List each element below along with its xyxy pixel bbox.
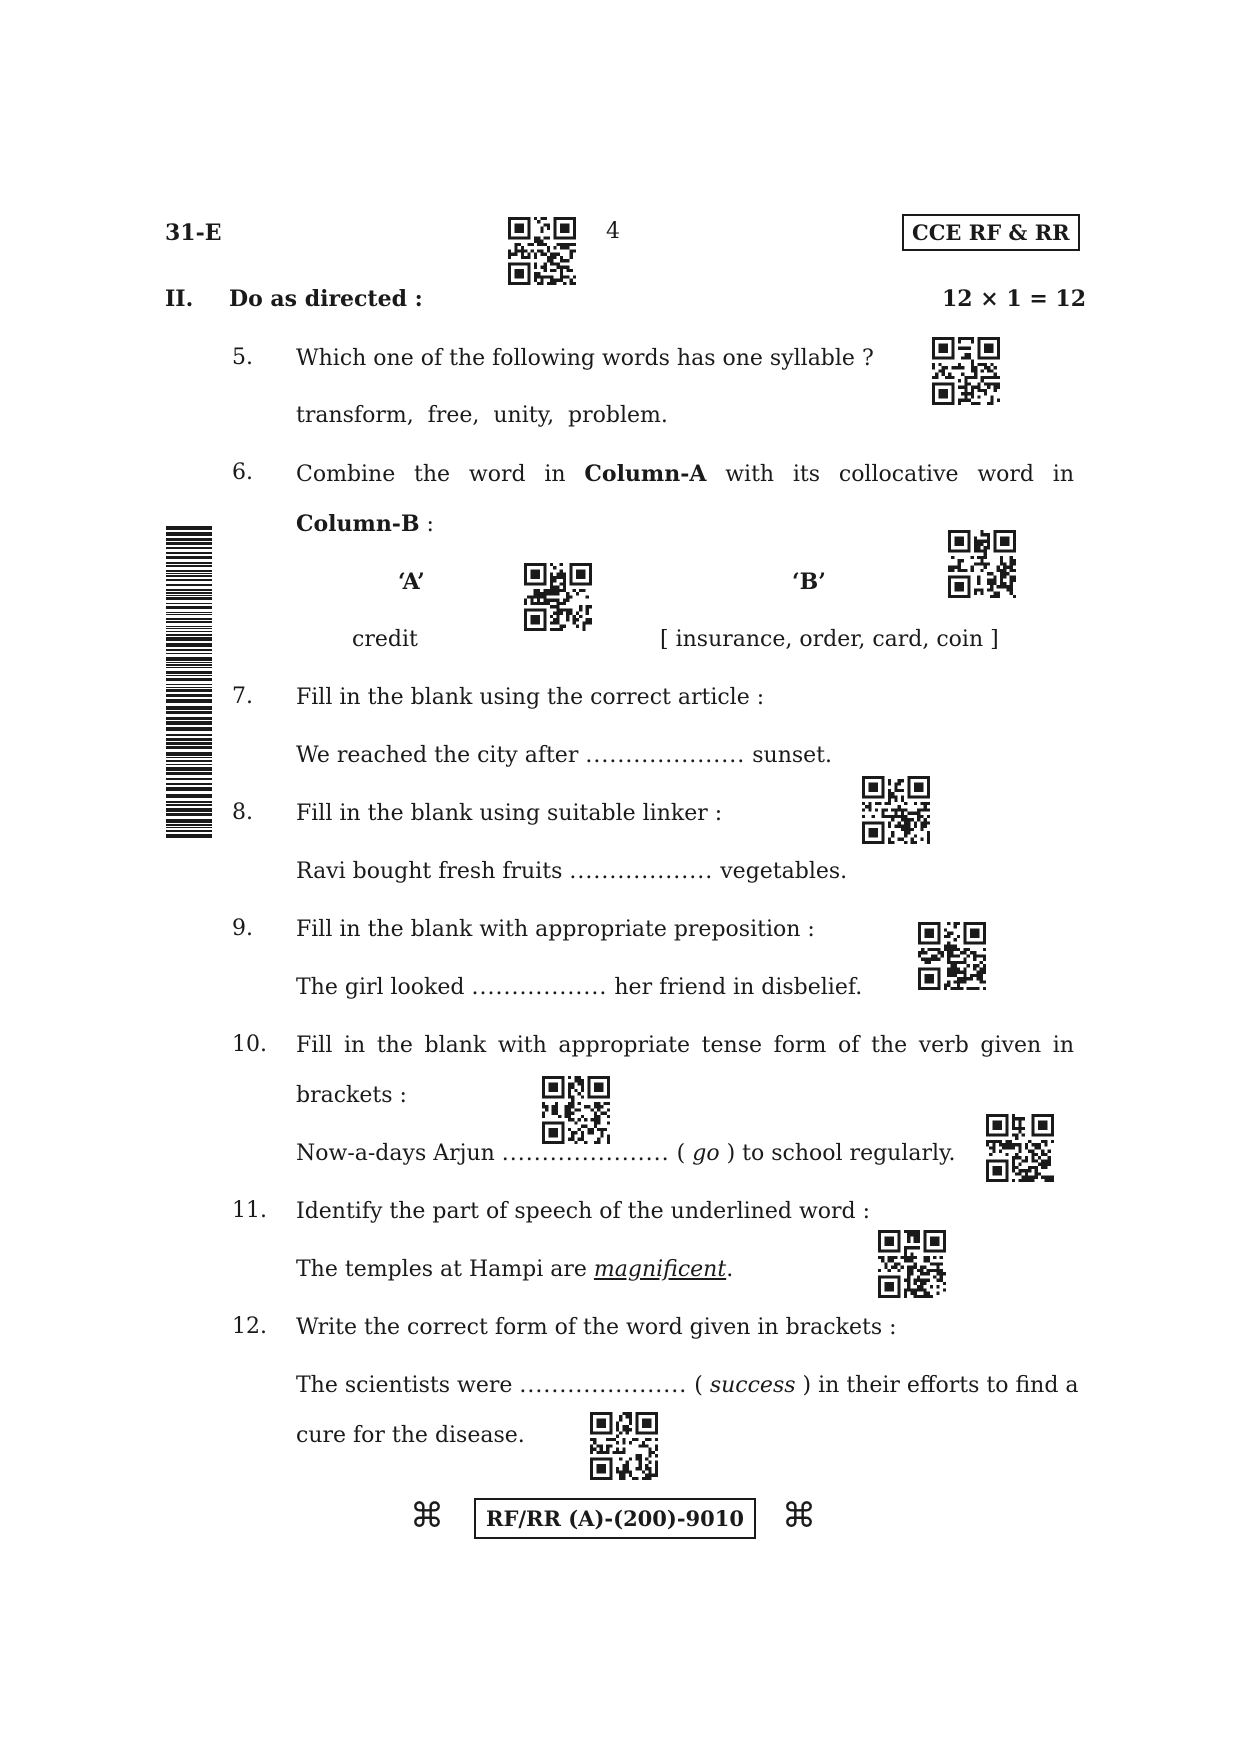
qr-code-icon xyxy=(590,1412,658,1480)
q7-pre: We reached the city after xyxy=(296,743,579,768)
qr-code-icon xyxy=(524,563,592,631)
q6-number: 6. xyxy=(232,460,253,485)
q8-blank: .................. xyxy=(569,859,714,884)
q11-sentence xyxy=(296,1256,733,1284)
q8-number: 8. xyxy=(232,800,253,825)
section-marks: 12 × 1 = 12 xyxy=(942,286,1087,312)
q9-text: Fill in the blank with appropriate preposition : xyxy=(296,917,815,942)
q6-text-a: Combine the word in xyxy=(296,462,566,487)
exam-title-box: CCE RF & RR xyxy=(902,214,1080,251)
q12-text: Write the correct form of the word given in brackets : xyxy=(296,1315,897,1340)
q10-number: 10. xyxy=(232,1032,267,1057)
q7-post: sunset. xyxy=(752,743,833,768)
qr-code-icon xyxy=(918,922,986,990)
q12-word: success xyxy=(709,1373,796,1398)
q8-sentence xyxy=(296,858,847,886)
command-symbol-icon: ⌘ xyxy=(410,1496,444,1536)
qr-code-icon xyxy=(878,1230,946,1298)
q11-post: . xyxy=(726,1257,734,1282)
q9-blank: ................. xyxy=(471,975,608,1000)
q6-column-a: Column-A xyxy=(584,461,707,487)
q9-post: her friend in disbelief. xyxy=(614,975,863,1000)
q10-sentence xyxy=(296,1140,956,1168)
q7-blank: .................... xyxy=(585,743,746,768)
q6-text-b: with its collocative word in xyxy=(725,462,1075,487)
qr-code-icon xyxy=(508,217,576,285)
q5-text: Which one of the following words has one syllable ? xyxy=(296,346,874,371)
q7-number: 7. xyxy=(232,684,253,709)
paper-code: 31-E xyxy=(165,220,222,246)
q6-column-b: Column-B xyxy=(296,511,420,537)
q6-head-a: ‘A’ xyxy=(398,569,425,595)
q11-pre: The temples at Hampi are xyxy=(296,1257,587,1282)
q8-post: vegetables. xyxy=(720,859,848,884)
q10-blank: ..................... xyxy=(501,1141,670,1166)
q9-pre: The girl looked xyxy=(296,975,465,1000)
q6-line1 xyxy=(296,460,1074,489)
q7-text: Fill in the blank using the correct article : xyxy=(296,685,765,710)
q8-text: Fill in the blank using suitable linker : xyxy=(296,801,723,826)
q9-sentence xyxy=(296,974,862,1002)
q11-number: 11. xyxy=(232,1198,267,1223)
q12-post: in their efforts to find a xyxy=(818,1373,1079,1398)
q10-text: Fill in the blank with appropriate tense form of the verb given in xyxy=(296,1033,1074,1058)
footer-code-box: RF/RR (A)-(200)-9010 xyxy=(474,1498,756,1539)
command-symbol-icon: ⌘ xyxy=(782,1496,816,1536)
q10-post: to school regularly. xyxy=(742,1141,956,1166)
q10-pre: Now-a-days Arjun xyxy=(296,1141,495,1166)
section-roman: II. xyxy=(165,286,194,312)
q10-paren-close: ) xyxy=(726,1141,736,1166)
qr-code-icon xyxy=(862,776,930,844)
q10-verb: go xyxy=(692,1141,720,1166)
q7-sentence xyxy=(296,742,832,770)
qr-code-icon xyxy=(986,1114,1054,1182)
qr-code-icon xyxy=(542,1076,610,1144)
q6-colon: : xyxy=(426,512,434,537)
section-title: Do as directed : xyxy=(229,286,423,312)
q8-pre: Ravi bought fresh fruits xyxy=(296,859,563,884)
q10-paren-open: ( xyxy=(676,1141,686,1166)
q10-text2: brackets : xyxy=(296,1083,407,1108)
q11-text: Identify the part of speech of the underlined word : xyxy=(296,1199,871,1224)
q12-sentence xyxy=(296,1372,1079,1400)
q6-choices: [ insurance, order, card, coin ] xyxy=(660,627,999,652)
q11-underlined-word: magnificent xyxy=(593,1257,727,1282)
q6-word: credit xyxy=(352,627,418,652)
q5-number: 5. xyxy=(232,345,253,370)
barcode-icon xyxy=(166,526,212,838)
qr-code-icon xyxy=(932,337,1000,405)
q5-options: transform, free, unity, problem. xyxy=(296,403,668,428)
page-number: 4 xyxy=(606,219,620,244)
q12-pre: The scientists were xyxy=(296,1373,513,1398)
q9-number: 9. xyxy=(232,916,253,941)
q12-paren-close: ) xyxy=(802,1373,812,1398)
q12-line2: cure for the disease. xyxy=(296,1423,525,1448)
q6-head-b: ‘B’ xyxy=(792,569,826,595)
q6-line2 xyxy=(296,510,434,539)
q12-number: 12. xyxy=(232,1314,267,1339)
q12-blank: ..................... xyxy=(519,1373,688,1398)
qr-code-icon xyxy=(948,530,1016,598)
q12-paren-open: ( xyxy=(694,1373,703,1398)
